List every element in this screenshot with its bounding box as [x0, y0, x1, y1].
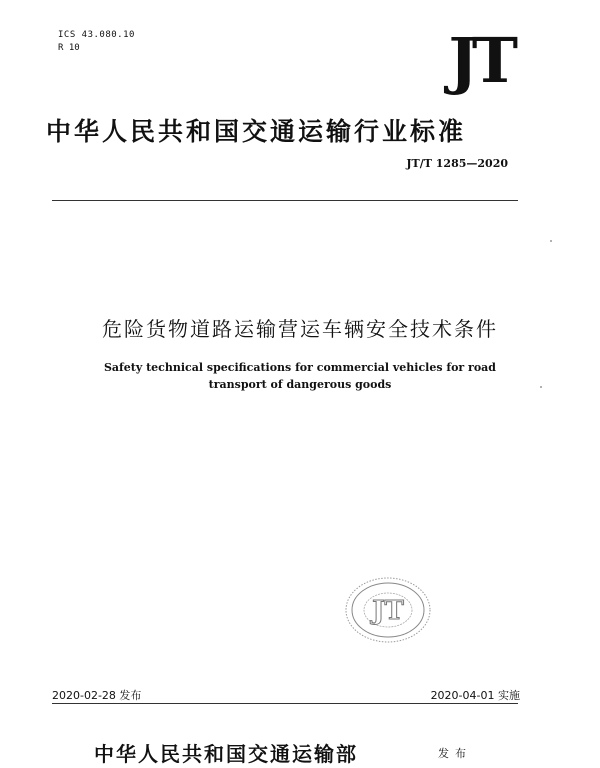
top-divider [52, 200, 518, 201]
scan-speck [550, 240, 552, 242]
document-title-english-line2: transport of dangerous goods [208, 378, 392, 391]
implement-date: 2020-04-01 实施 [430, 689, 520, 702]
issuer-name: 中华人民共和国交通运输部 [94, 742, 358, 766]
document-title-chinese: 危险货物道路运输营运车辆安全技术条件 [102, 317, 498, 341]
issue-action: 发布 [438, 747, 472, 760]
bottom-divider [52, 703, 518, 704]
jt-seal [343, 575, 433, 645]
jt-logo: JT [448, 24, 512, 97]
document-title-english-line1: Safety technical specifications for commercial vehicles for road [103, 361, 496, 374]
publish-date: 2020-02-28 发布 [52, 689, 142, 702]
agency-title: 中华人民共和国交通运输行业标准 [46, 117, 467, 146]
seal-text: JT [372, 596, 404, 626]
standard-code: JT/T 1285—2020 [406, 157, 508, 170]
ics-code: ICS 43.080.10 [58, 30, 135, 40]
scan-speck [540, 386, 542, 388]
classification-code: R 10 [58, 43, 80, 53]
